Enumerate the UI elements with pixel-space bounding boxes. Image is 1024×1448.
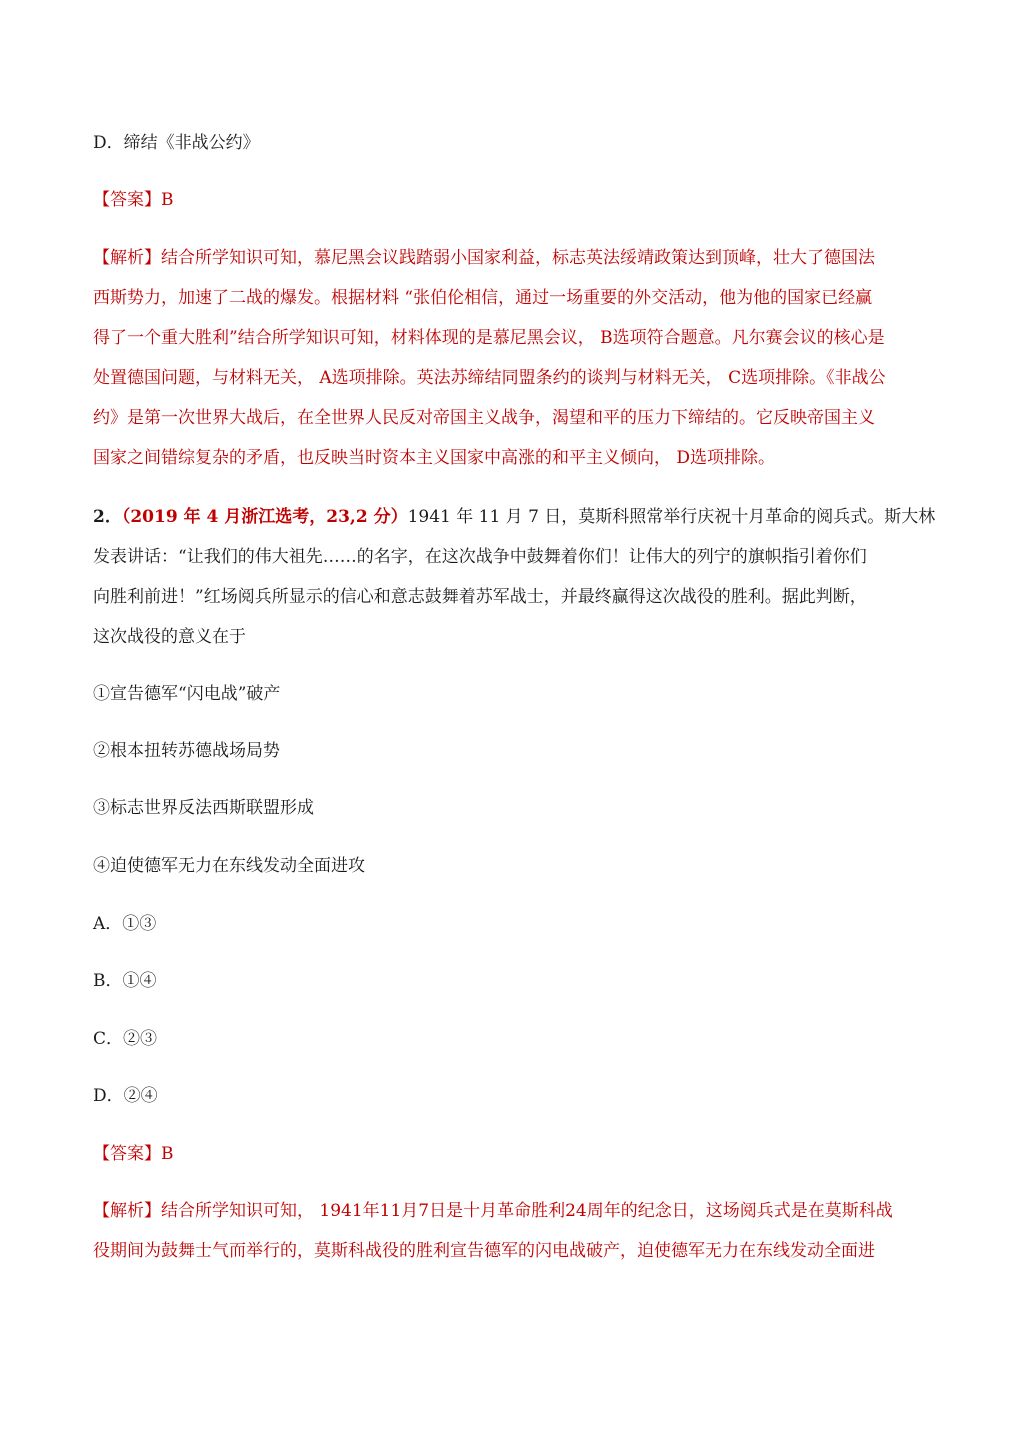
- q2-analysis-text: 结合所学知识可知， 1941年11月7日是十月革命胜利24周年的纪念日，这场阅兵式是在莫斯科战: [161, 1201, 893, 1221]
- q2-analysis-label: 【解析】: [93, 1201, 161, 1221]
- q2-option-c: C．②③: [93, 1029, 158, 1049]
- q1-answer-value: B: [161, 190, 174, 210]
- q2-option-d: D．②④: [93, 1086, 158, 1106]
- q2-option-b: B．①④: [93, 971, 157, 991]
- q2-answer-label: 【答案】: [93, 1144, 161, 1164]
- q2-answer: [93, 1143, 174, 1165]
- q1-analysis: [93, 238, 933, 478]
- q1-analysis-label: 【解析】: [93, 248, 161, 268]
- q1-analysis-text: 结合所学知识可知，慕尼黑会议践踏弱小国家利益，标志英法绥靖政策达到顶峰，壮大了德国法: [161, 248, 875, 268]
- q2-statement-2: ②根本扭转苏德战场局势: [93, 741, 280, 761]
- q2-statement-3: ③标志世界反法西斯联盟形成: [93, 798, 314, 818]
- q2-analysis: [93, 1191, 933, 1271]
- q2-answer-value: B: [161, 1144, 174, 1164]
- q1-answer-label: 【答案】: [93, 190, 161, 210]
- q2-analysis-line: [93, 1191, 933, 1231]
- q2-statement-4: ④迫使德军无力在东线发动全面进攻: [93, 856, 365, 876]
- q1-option-d: D．缔结《非战公约》: [93, 133, 260, 153]
- q1-answer: [93, 189, 174, 211]
- q1-analysis-line: 国家之间错综复杂的矛盾，也反映当时资本主义国家中高涨的和平主义倾向， D选项排除。: [93, 448, 776, 468]
- q1-analysis-line: [93, 238, 933, 278]
- q2-analysis-line: 役期间为鼓舞士气而举行的，莫斯科战役的胜利宣告德军的闪电战破产，迫使德军无力在东线发动全面进: [93, 1241, 875, 1261]
- q2-stem-line: 发表讲话：“让我们的伟大祖先……的名字，在这次战争中鼓舞着你们！让伟大的列宁的旗帜指引着你们: [93, 547, 867, 567]
- q2-stem-line: 向胜利前进！”红场阅兵所显示的信心和意志鼓舞着苏军战士，并最终赢得这次战役的胜利。据此判断，: [93, 587, 867, 607]
- q2-stem-line: [93, 497, 936, 537]
- q2-stem-text: 1941 年 11 月 7 日，莫斯科照常举行庆祝十月革命的阅兵式。斯大林: [407, 507, 936, 527]
- q2-source: （2019 年 4 月浙江选考，23,2 分）: [121, 507, 408, 527]
- q2-stem: [93, 497, 936, 657]
- q2-stem-line: 这次战役的意义在于: [93, 627, 246, 647]
- q2-number: 2．: [93, 507, 122, 527]
- q2-option-a: A．①③: [93, 914, 157, 934]
- q2-statement-1: ①宣告德军“闪电战”破产: [93, 684, 281, 704]
- q1-analysis-line: 得了一个重大胜利”结合所学知识可知，材料体现的是慕尼黑会议， B选项符合题意。凡尔赛会议的核心是: [93, 328, 885, 348]
- q1-analysis-line: 西斯势力，加速了二战的爆发。根据材料 “张伯伦相信，通过一场重要的外交活动，他为他的国家已经赢: [93, 288, 873, 308]
- q1-analysis-line: 处置德国问题，与材料无关， A选项排除。英法苏缔结同盟条约的谈判与材料无关， C选项排除。《非战公: [93, 368, 886, 388]
- q1-analysis-line: 约》是第一次世界大战后，在全世界人民反对帝国主义战争，渴望和平的压力下缔结的。它反映帝国主义: [93, 408, 875, 428]
